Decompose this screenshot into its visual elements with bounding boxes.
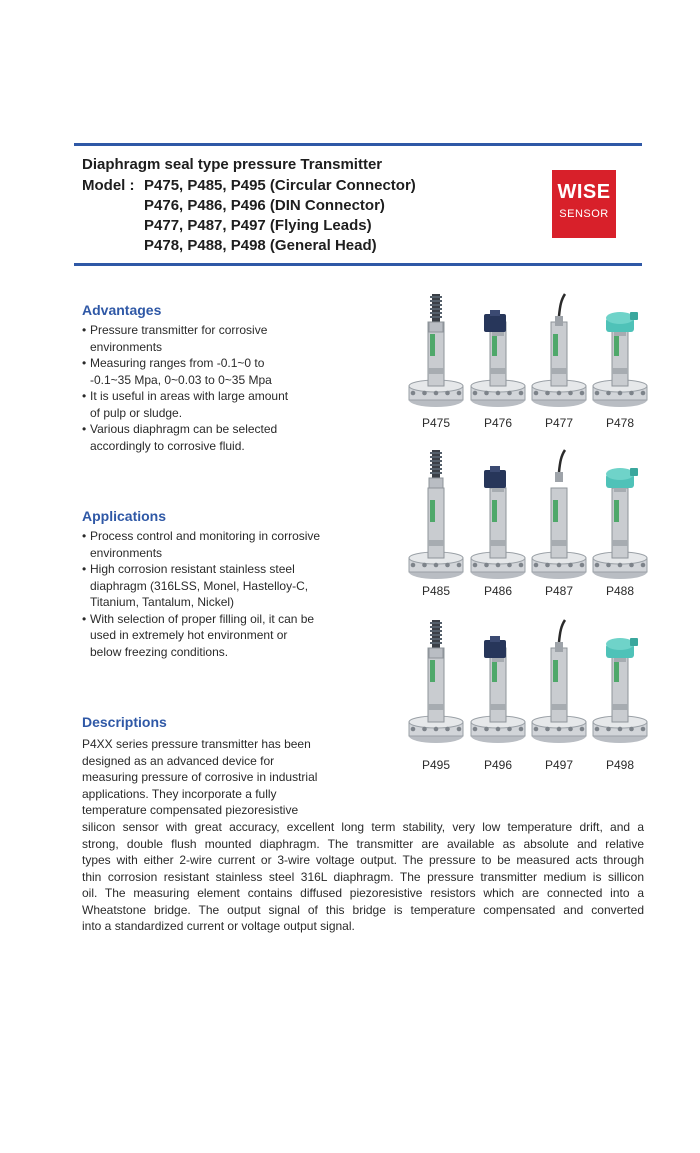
general-head-transmitter-icon (591, 292, 649, 408)
product-image-p496 (469, 618, 527, 744)
model-row-3 (144, 215, 372, 236)
description-line: temperature compensated piezoresistive (82, 803, 299, 817)
descriptions-heading: Descriptions (82, 714, 167, 730)
product-image-p497 (530, 618, 588, 744)
list-line: accordingly to corrosive fluid. (90, 438, 245, 453)
product-label: P476 (483, 416, 513, 430)
din-connector-transmitter-icon (469, 448, 527, 580)
applications-item (82, 528, 362, 561)
list-line: Measuring ranges from -0.1~0 to (90, 356, 265, 370)
flying-leads-transmitter-icon (530, 618, 588, 744)
list-line: environments (90, 339, 163, 354)
description-line: into a standardized current or voltage output signal. (82, 919, 355, 933)
list-line: With selection of proper filling oil, it can be (90, 611, 315, 626)
list-line: Process control and monitoring in corrosive (90, 529, 321, 543)
header-rule-bottom (74, 263, 642, 266)
description-line: Wheatstone bridge. The output signal of this bridge is temperature compensated and converted (82, 902, 644, 917)
list-line: below freezing conditions. (90, 644, 229, 659)
descriptions-text-wide (82, 819, 644, 935)
general-head-transmitter-icon (591, 448, 649, 580)
advantages-item (82, 388, 362, 421)
product-image-p486 (469, 448, 527, 580)
product-label: P485 (421, 584, 451, 598)
model-line: P477, P487, P497 (Flying Leads) (144, 217, 372, 234)
advantages-heading: Advantages (82, 302, 162, 318)
header-rule-top (74, 143, 642, 146)
logo-word-wise: WISE (557, 181, 611, 203)
model-label: Model : (82, 177, 135, 194)
circular-connector-transmitter-icon (407, 448, 465, 580)
list-line: diaphragm (316LSS, Monel, Hastelloy-C, (90, 578, 309, 593)
product-label: P497 (544, 758, 574, 772)
advantages-item (82, 421, 362, 454)
product-image-p475 (407, 292, 465, 408)
product-label: P496 (483, 758, 513, 772)
description-line: measuring pressure of corrosive in industrial (82, 770, 318, 784)
list-line: -0.1~35 Mpa, 0~0.03 to 0~35 Mpa (90, 372, 272, 387)
product-image-p485 (407, 448, 465, 580)
model-row-4 (144, 235, 377, 256)
description-line: designed as an advanced device for (82, 753, 275, 768)
applications-heading: Applications (82, 508, 167, 524)
description-line: types with either 2-wire current or 3-wire voltage output. The pressure to be measured acts through (82, 853, 644, 867)
product-image-p478 (591, 292, 649, 408)
advantages-list (82, 322, 362, 454)
product-label: P495 (421, 758, 451, 772)
product-label: P488 (605, 584, 635, 598)
product-image-p498 (591, 618, 649, 744)
product-label: P498 (605, 758, 635, 772)
list-line: It is useful in areas with large amount (90, 389, 289, 403)
product-label: P478 (605, 416, 635, 430)
product-label: P477 (544, 416, 574, 430)
model-line: P478, P488, P498 (General Head) (144, 237, 377, 254)
model-line: P475, P485, P495 (Circular Connector) (144, 177, 416, 194)
list-line: Titanium, Tantalum, Nickel) (90, 595, 235, 609)
advantages-item (82, 355, 362, 388)
model-line: P476, P486, P496 (DIN Connector) (144, 197, 385, 214)
product-label: P487 (544, 584, 574, 598)
list-line: used in extremely hot environment or (90, 628, 288, 642)
description-line: applications. They incorporate a fully (82, 786, 277, 801)
general-head-transmitter-icon (591, 618, 649, 744)
flying-leads-transmitter-icon (530, 292, 588, 408)
model-row-1 (82, 175, 416, 196)
product-image-p477 (530, 292, 588, 408)
logo-word-sensor: SENSOR (559, 208, 609, 220)
product-label: P475 (421, 416, 451, 430)
description-line: strong, double flush mounted diaphragm. The transmitter are available as absolute and relative (82, 836, 644, 851)
list-line: environments (90, 545, 163, 560)
product-image-p476 (469, 292, 527, 408)
descriptions-text-narrow (82, 736, 347, 819)
din-connector-transmitter-icon (469, 618, 527, 744)
description-line: P4XX series pressure transmitter has been (82, 737, 311, 751)
page-title: Diaphragm seal type pressure Transmitter (82, 156, 383, 173)
circular-connector-transmitter-icon (407, 618, 465, 744)
list-line: High corrosion resistant stainless steel (90, 562, 295, 576)
applications-list (82, 528, 362, 660)
model-row-2 (144, 195, 385, 216)
circular-connector-transmitter-icon (407, 292, 465, 408)
advantages-item (82, 322, 362, 355)
list-line: Various diaphragm can be selected (90, 422, 278, 436)
wise-sensor-logo (552, 170, 616, 238)
product-image-p488 (591, 448, 649, 580)
description-line: silicon sensor with great accuracy, excellent long term stability, very low temperature drift, and a (82, 820, 644, 834)
list-line: of pulp or sludge. (90, 405, 183, 420)
description-line: oil. The measuring element contains diffused piezoresistive resistors which are connected into a (82, 886, 644, 900)
description-line: thin corrosion resistant stainless steel 316L diaphragm. The pressure transmitter medium is sillicon (82, 869, 644, 884)
applications-item (82, 561, 362, 611)
applications-item (82, 611, 362, 661)
list-line: Pressure transmitter for corrosive (90, 323, 268, 337)
product-image-p495 (407, 618, 465, 744)
din-connector-transmitter-icon (469, 292, 527, 408)
product-label: P486 (483, 584, 513, 598)
flying-leads-transmitter-icon (530, 448, 588, 580)
product-image-p487 (530, 448, 588, 580)
